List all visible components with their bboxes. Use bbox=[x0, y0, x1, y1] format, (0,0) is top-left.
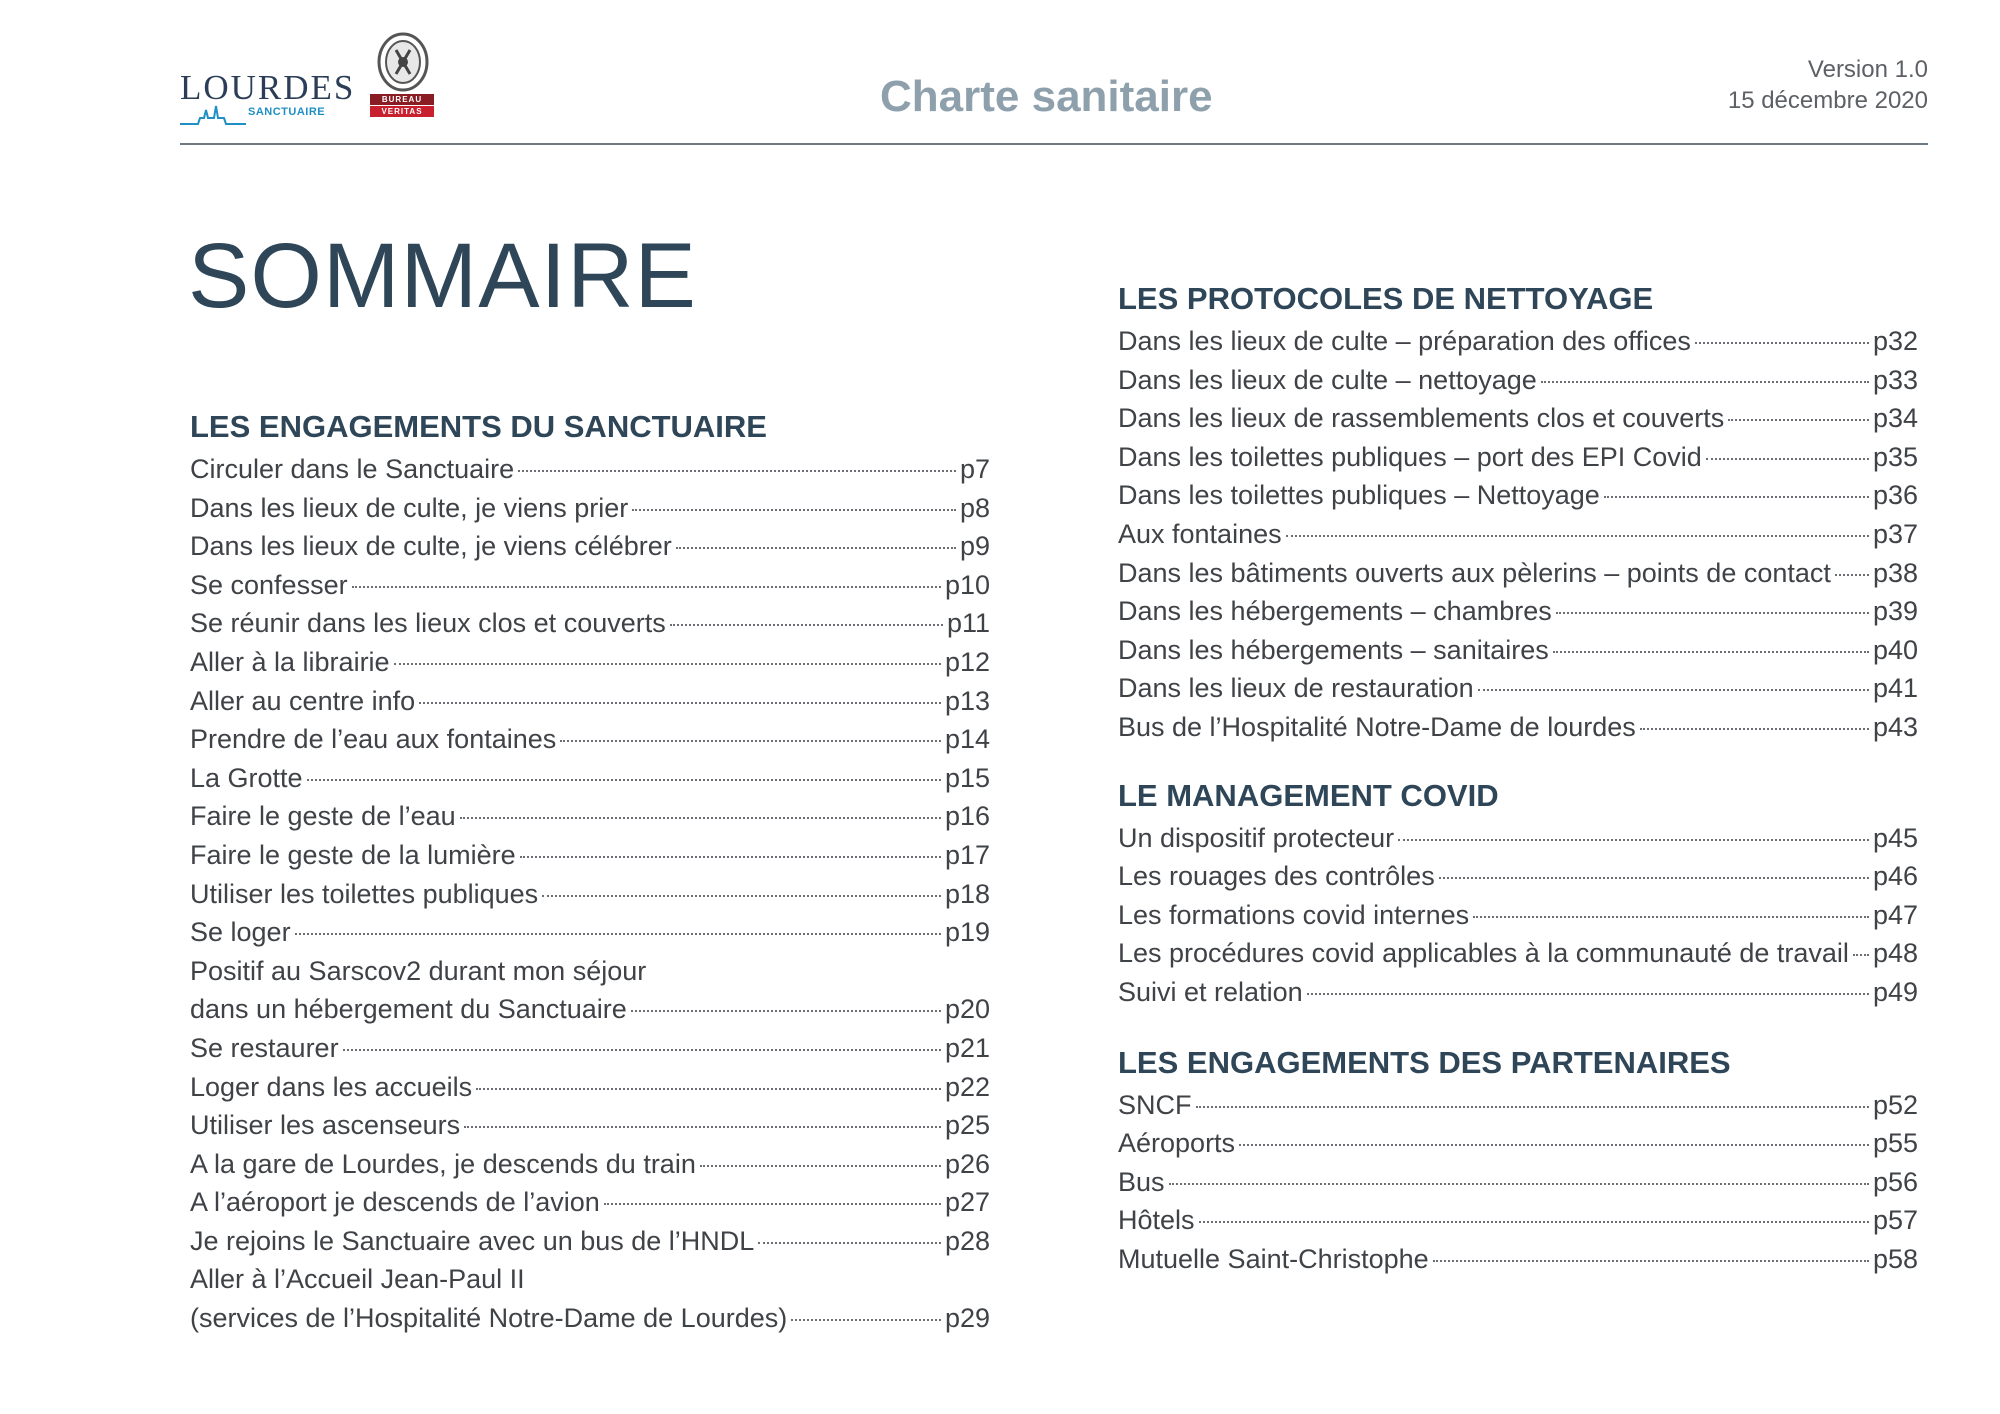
dot-leader bbox=[700, 1165, 941, 1167]
dot-leader bbox=[307, 779, 941, 781]
dot-leader bbox=[520, 856, 941, 858]
toc-entry-label: Aux fontaines bbox=[1118, 518, 1282, 549]
logo-lourdes-sub: SANCTUAIRE bbox=[248, 106, 326, 118]
toc-entry-page: p43 bbox=[1872, 711, 1918, 742]
dot-leader bbox=[419, 702, 941, 704]
dot-leader bbox=[1728, 419, 1869, 421]
toc-entry-label-continued: dans un hébergement du Sanctuaire bbox=[190, 994, 627, 1025]
toc-entry[interactable] bbox=[190, 836, 990, 875]
dot-leader bbox=[518, 470, 956, 472]
toc-entry-label: Dans les lieux de culte, je viens prier bbox=[190, 492, 629, 523]
toc-entry-page: p57 bbox=[1872, 1205, 1918, 1236]
toc-entry-label: Mutuelle Saint-Christophe bbox=[1118, 1243, 1429, 1274]
toc-entry-page: p41 bbox=[1872, 673, 1918, 704]
toc-entry-page: p36 bbox=[1872, 480, 1918, 511]
dot-leader bbox=[676, 547, 956, 549]
toc-entry[interactable] bbox=[1118, 1240, 1918, 1279]
toc-entry-label: Dans les lieux de culte, je viens célébrer bbox=[190, 531, 672, 562]
toc-entry[interactable] bbox=[190, 759, 990, 798]
toc-entry[interactable] bbox=[1118, 1163, 1918, 1202]
toc-entry-label: Aéroports bbox=[1118, 1128, 1236, 1159]
toc-entry-page: p20 bbox=[944, 994, 990, 1025]
toc-entry-label: La Grotte bbox=[190, 762, 303, 793]
toc-entry-page: p45 bbox=[1872, 822, 1918, 853]
dot-leader bbox=[1473, 916, 1869, 918]
toc-entry-label: Positif au Sarscov2 durant mon séjour bbox=[190, 955, 647, 986]
toc-entry-page: p37 bbox=[1872, 518, 1918, 549]
toc-entry-page: p56 bbox=[1872, 1166, 1918, 1197]
dot-leader bbox=[1196, 1106, 1869, 1108]
toc-entry-page: p26 bbox=[944, 1148, 990, 1179]
dot-leader bbox=[1439, 877, 1869, 879]
toc-entry-label: Faire le geste de l’eau bbox=[190, 801, 456, 832]
dot-leader bbox=[1239, 1144, 1869, 1146]
dot-leader bbox=[632, 509, 956, 511]
dot-leader bbox=[1169, 1183, 1869, 1185]
version-block bbox=[1728, 54, 1928, 116]
toc-entry-label: Utiliser les ascenseurs bbox=[190, 1110, 461, 1141]
toc-entry[interactable] bbox=[190, 489, 990, 528]
toc-section bbox=[1118, 276, 1918, 747]
dot-leader bbox=[394, 663, 941, 665]
toc-entry-label: Les rouages des contrôles bbox=[1118, 861, 1435, 892]
toc-entry-label: Se restaurer bbox=[190, 1032, 339, 1063]
toc-entry-label: A la gare de Lourdes, je descends du train bbox=[190, 1148, 696, 1179]
toc-entry-page: p32 bbox=[1872, 326, 1918, 356]
toc-entry[interactable] bbox=[190, 720, 990, 759]
toc-entry[interactable] bbox=[1118, 515, 1918, 554]
header-divider bbox=[180, 143, 1928, 145]
toc-entry[interactable] bbox=[190, 643, 990, 682]
dot-leader bbox=[464, 1126, 941, 1128]
toc-entry[interactable] bbox=[1118, 708, 1918, 747]
toc-entry[interactable] bbox=[190, 1145, 990, 1184]
toc-entry-page: p46 bbox=[1872, 861, 1918, 892]
toc-entry-label: Bus bbox=[1118, 1166, 1165, 1197]
toc-section-title: LES ENGAGEMENTS DU SANCTUAIRE bbox=[190, 409, 767, 444]
dot-leader bbox=[1640, 728, 1869, 730]
toc-entry[interactable] bbox=[190, 682, 990, 721]
toc-entry[interactable] bbox=[1118, 973, 1918, 1012]
toc-entry-page: p18 bbox=[944, 878, 990, 909]
dot-leader bbox=[1553, 651, 1869, 653]
toc-entry-label: Dans les lieux de culte – préparation des offices bbox=[1118, 326, 1691, 356]
document-title: Charte sanitaire bbox=[880, 72, 1213, 121]
toc-entry-label: Je rejoins le Sanctuaire avec un bus de l’HNDL bbox=[190, 1225, 755, 1256]
toc-entry-label: Se loger bbox=[190, 917, 291, 948]
dot-leader bbox=[758, 1242, 941, 1244]
dot-leader bbox=[1307, 993, 1869, 995]
toc-entry-label: Bus de l’Hospitalité Notre-Dame de lourdes bbox=[1118, 711, 1636, 742]
toc-right-column bbox=[1118, 276, 1918, 1306]
toc-entry[interactable] bbox=[1118, 361, 1918, 400]
toc-entry-label: Les procédures covid applicables à la communauté de travail bbox=[1118, 938, 1849, 969]
toc-entry-first-line[interactable] bbox=[190, 1260, 990, 1299]
toc-section-title: LE MANAGEMENT COVID bbox=[1118, 777, 1499, 813]
toc-entry-label: Suivi et relation bbox=[1118, 976, 1303, 1007]
toc-section bbox=[190, 404, 990, 1338]
toc-entry-page: p40 bbox=[1872, 634, 1918, 665]
toc-entry-page: p27 bbox=[944, 1187, 990, 1218]
toc-entry[interactable] bbox=[190, 1222, 990, 1261]
logo-bv-top: BUREAU bbox=[370, 94, 434, 105]
toc-entry-label: Aller au centre info bbox=[190, 685, 416, 716]
dot-leader bbox=[1706, 458, 1869, 460]
toc-entry-label: Dans les lieux de rassemblements clos et couverts bbox=[1118, 403, 1725, 434]
toc-entry[interactable] bbox=[1118, 896, 1918, 935]
toc-entry[interactable] bbox=[190, 566, 990, 605]
dot-leader bbox=[476, 1088, 941, 1090]
toc-entry-label: Les formations covid internes bbox=[1118, 899, 1470, 930]
toc-entry[interactable] bbox=[1118, 819, 1918, 858]
toc-entry-label: Se confesser bbox=[190, 569, 348, 600]
toc-entry[interactable] bbox=[190, 913, 990, 952]
toc-entry[interactable] bbox=[1118, 592, 1918, 631]
toc-entry[interactable] bbox=[1118, 934, 1918, 973]
toc-entry-label: Hôtels bbox=[1118, 1205, 1195, 1236]
toc-entry[interactable] bbox=[1118, 476, 1918, 515]
toc-entry-page: p33 bbox=[1872, 364, 1918, 395]
toc-entry[interactable] bbox=[1118, 669, 1918, 708]
toc-entry[interactable] bbox=[1118, 1124, 1918, 1163]
toc-entry-page: p14 bbox=[944, 724, 990, 755]
toc-entry[interactable] bbox=[190, 527, 990, 566]
dot-leader bbox=[1604, 496, 1869, 498]
toc-entry-page: p29 bbox=[944, 1303, 990, 1334]
toc-entry-page: p39 bbox=[1872, 596, 1918, 627]
toc-entry-label: Dans les lieux de restauration bbox=[1118, 673, 1474, 704]
toc-entry-label: Dans les toilettes publiques – Nettoyage bbox=[1118, 480, 1600, 511]
toc-entry-label: Faire le geste de la lumière bbox=[190, 839, 516, 870]
toc-entry-page: p19 bbox=[944, 917, 990, 948]
toc-section-title: LES PROTOCOLES DE NETTOYAGE bbox=[1118, 281, 1654, 316]
toc-entry-page: p12 bbox=[944, 646, 990, 677]
basilica-icon bbox=[178, 104, 248, 126]
toc-entry-label: A l’aéroport je descends de l’avion bbox=[190, 1187, 600, 1218]
toc-entry-page: p22 bbox=[944, 1071, 990, 1102]
toc-entry[interactable] bbox=[190, 1183, 990, 1222]
toc-entry-label: Dans les hébergements – chambres bbox=[1118, 596, 1552, 627]
toc-entry-label: Aller à l’Accueil Jean-Paul II bbox=[190, 1264, 525, 1295]
dot-leader bbox=[670, 624, 943, 626]
toc-entry-page: p9 bbox=[959, 531, 990, 562]
logo-bv-bottom: VERITAS bbox=[370, 106, 434, 117]
toc-entry-page: p28 bbox=[944, 1225, 990, 1256]
dot-leader bbox=[1286, 535, 1869, 537]
dot-leader bbox=[1478, 689, 1869, 691]
toc-entry-page: p8 bbox=[959, 492, 990, 523]
toc-entry-page: p52 bbox=[1872, 1089, 1918, 1120]
toc-entry-label: Utiliser les toilettes publiques bbox=[190, 878, 539, 909]
version-date: 15 décembre 2020 bbox=[1727, 87, 1928, 114]
toc-entry-label-continued: (services de l’Hospitalité Notre-Dame de Lourdes) bbox=[190, 1303, 788, 1334]
toc-entry[interactable] bbox=[190, 1068, 990, 1107]
dot-leader bbox=[295, 933, 941, 935]
version-label: Version 1.0 bbox=[1807, 56, 1928, 83]
dot-leader bbox=[460, 817, 941, 819]
toc-entry[interactable] bbox=[190, 1029, 990, 1068]
toc-entry[interactable] bbox=[190, 1299, 990, 1338]
lourdes-sanctuaire-logo bbox=[178, 66, 356, 130]
toc-entry[interactable] bbox=[190, 1106, 990, 1145]
toc-entry[interactable] bbox=[1118, 399, 1918, 438]
toc-entry[interactable] bbox=[1118, 438, 1918, 477]
toc-entry-page: p11 bbox=[946, 608, 990, 639]
dot-leader bbox=[791, 1319, 941, 1321]
dot-leader bbox=[542, 895, 941, 897]
dot-leader bbox=[1541, 381, 1869, 383]
toc-entry[interactable] bbox=[190, 875, 990, 914]
toc-entry-label: Dans les bâtiments ouverts aux pèlerins – points de contact bbox=[1118, 557, 1831, 588]
bureau-veritas-seal-icon bbox=[368, 32, 438, 92]
dot-leader bbox=[1199, 1221, 1869, 1223]
toc-entry[interactable] bbox=[1118, 1086, 1918, 1125]
toc-entry-page: p13 bbox=[944, 685, 990, 716]
toc-entry[interactable] bbox=[1118, 1201, 1918, 1240]
bureau-veritas-logo bbox=[368, 32, 438, 118]
toc-entry-page: p58 bbox=[1872, 1243, 1918, 1274]
toc-entry-label: Un dispositif protecteur bbox=[1118, 822, 1395, 853]
toc-entry-page: p34 bbox=[1872, 403, 1918, 434]
dot-leader bbox=[631, 1010, 941, 1012]
toc-entry-label: Dans les toilettes publiques – port des EPI Covid bbox=[1118, 441, 1702, 472]
toc-entry-page: p48 bbox=[1872, 938, 1918, 969]
toc-entry[interactable] bbox=[1118, 322, 1918, 361]
toc-entry[interactable] bbox=[190, 990, 990, 1029]
logo-lourdes-word: LOURDES bbox=[180, 68, 356, 107]
dot-leader bbox=[1398, 839, 1869, 841]
toc-entry-page: p17 bbox=[944, 839, 990, 870]
dot-leader bbox=[560, 740, 941, 742]
toc-entry[interactable] bbox=[190, 797, 990, 836]
toc-entry-label: Prendre de l’eau aux fontaines bbox=[190, 724, 557, 755]
toc-entry[interactable] bbox=[1118, 631, 1918, 670]
toc-entry-page: p21 bbox=[944, 1032, 990, 1063]
toc-entry-page: p55 bbox=[1872, 1128, 1918, 1159]
toc-entry-label: Circuler dans le Sanctuaire bbox=[190, 454, 515, 484]
dot-leader bbox=[343, 1049, 941, 1051]
toc-entry-page: p35 bbox=[1872, 441, 1918, 472]
toc-entry[interactable] bbox=[190, 604, 990, 643]
toc-section bbox=[1118, 1040, 1918, 1279]
dot-leader bbox=[1433, 1260, 1869, 1262]
toc-entry-label: Aller à la librairie bbox=[190, 646, 390, 677]
toc-entry-page: p7 bbox=[959, 454, 990, 484]
page-heading: SOMMAIRE bbox=[188, 225, 697, 327]
toc-entry-page: p25 bbox=[944, 1110, 990, 1141]
toc-entry-first-line[interactable] bbox=[190, 952, 990, 991]
toc-entry-page: p49 bbox=[1872, 976, 1918, 1007]
toc-entry-page: p10 bbox=[944, 569, 990, 600]
toc-entry-label: Loger dans les accueils bbox=[190, 1071, 473, 1102]
toc-entry-page: p47 bbox=[1872, 899, 1918, 930]
toc-entry-page: p38 bbox=[1872, 557, 1918, 588]
toc-entry-label: Se réunir dans les lieux clos et couverts bbox=[190, 608, 666, 639]
dot-leader bbox=[352, 586, 941, 588]
dot-leader bbox=[1556, 612, 1869, 614]
toc-left-column bbox=[190, 404, 990, 1366]
dot-leader bbox=[604, 1203, 941, 1205]
dot-leader bbox=[1695, 342, 1869, 344]
toc-entry[interactable] bbox=[190, 450, 990, 489]
toc-entry[interactable] bbox=[1118, 554, 1918, 593]
toc-section-title: LES ENGAGEMENTS DES PARTENAIRES bbox=[1118, 1044, 1731, 1080]
toc-entry-page: p15 bbox=[944, 762, 990, 793]
toc-entry-label: Dans les hébergements – sanitaires bbox=[1118, 634, 1549, 665]
toc-section bbox=[1118, 773, 1918, 1012]
toc-entry-label: SNCF bbox=[1118, 1089, 1192, 1120]
dot-leader bbox=[1853, 954, 1869, 956]
toc-entry-page: p16 bbox=[944, 801, 990, 832]
toc-entry-label: Dans les lieux de culte – nettoyage bbox=[1118, 364, 1537, 395]
toc-entry[interactable] bbox=[1118, 857, 1918, 896]
dot-leader bbox=[1835, 574, 1869, 576]
